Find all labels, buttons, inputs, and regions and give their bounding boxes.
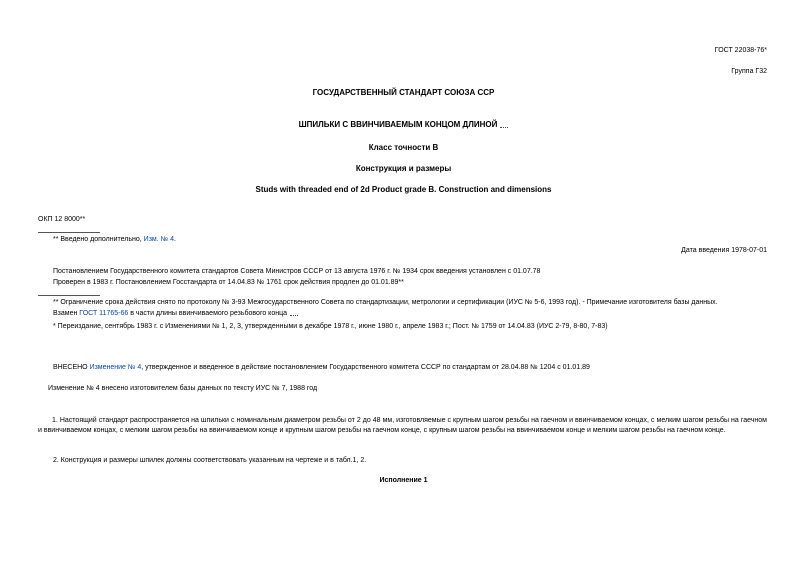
standard-title: ГОСУДАРСТВЕННЫЙ СТАНДАРТ СОЮЗА ССР [312, 88, 495, 97]
formula-icon [500, 122, 508, 128]
execution-heading: Исполнение 1 [379, 477, 428, 484]
decree-line-1: Постановлением Государственного комитета стандартов Совета Министров СССР от 13 августа 1976 г. № 1934 срок введения установлен с 01.07.78 [53, 268, 541, 275]
paragraph-2: 2. Конструкция и размеры шпилек должны соответствовать указанным на чертеже и в табл.1, 2. [53, 457, 367, 464]
amendment-db-note: Изменение № 4 внесено изготовителем базы данных по тексту ИУС № 7, 1988 год [48, 385, 318, 392]
main-title [0, 120, 807, 129]
gost-number: ГОСТ 22038-76* [714, 47, 767, 54]
footnote-rule [38, 232, 100, 233]
decree-line-2: Проверен в 1983 г. Постановлением Госстандарта от 14.04.83 № 1761 срок действия продлен до 01.01.89** [53, 279, 404, 286]
english-title: Studs with threaded end of 2d Product grade B. Construction and dimensions [255, 185, 552, 194]
amendment-prefix: ВНЕСЕНО [53, 364, 90, 371]
intro-date: Дата введения 1978-07-01 [681, 247, 767, 254]
footnote-rule-2 [38, 295, 100, 296]
gost-11765-link[interactable]: ГОСТ 11765-66 [79, 310, 129, 317]
restriction-note: ** Ограничение срока действия снято по протоколу № 3-93 Межгосударственного Совета по стандартизации, метрологии и сертификации (ИУС № 5-6, 1993 год). - Примечание изготовителя базы данных. [53, 299, 718, 306]
amendment-4-link[interactable]: Изм. № 4 [143, 236, 174, 243]
paragraph-1: 1. Настоящий стандарт распространяется на шпильки с номинальным диаметром резьбы от 2 до 48 мм, изготовляемые с крупным шагом резьбы на гаечном и ввинчиваемом концах, с мелким шагом резьбы на гаечном и ввинчиваемом концах, с мелким шагом резьбы на ввинчиваемом конце и крупным шагом резьбы на гаечном конце, с крупным шагом резьбы на ввинчиваемом конце и мелким шагом резьбы на гаечном конце. [38, 417, 767, 434]
main-title-text: ШПИЛЬКИ С ВВИНЧИВАЕМЫМ КОНЦОМ ДЛИНОЙ [298, 120, 498, 129]
accuracy-class: Класс точности В [368, 143, 439, 152]
replaced-prefix: Взамен [53, 310, 80, 317]
footnote-added-suffix: . [173, 236, 176, 243]
footnote-added [53, 236, 176, 243]
okp-code: ОКП 12 8000** [38, 216, 86, 223]
amendment-4-link-main[interactable]: Изменение № 4 [89, 364, 142, 371]
amendment-line [53, 364, 590, 371]
amendment-suffix: , утвержденное и введенное в действие постановлением Государственного комитета СССР по стандартам от 28.04.88 № 1204 с 01.01.89 [141, 364, 590, 371]
replaced-suffix: в части длины ввинчиваемого резьбового конца [128, 310, 287, 317]
reissue-note: * Переиздание, сентябрь 1983 г. с Изменениями № 1, 2, 3, утвержденными в декабре 1978 г., июне 1980 г., апреле 1983 г.; Пост. № 1759 от 14.04.83 (ИУС 2-79, 8-80, 7-83) [53, 323, 608, 330]
replaced-note [53, 310, 298, 317]
footnote-added-prefix: ** Введено дополнительно, [53, 236, 144, 243]
group-code: Группа Г32 [731, 68, 767, 75]
formula-icon [290, 310, 298, 316]
construction-title: Конструкция и размеры [355, 164, 452, 173]
